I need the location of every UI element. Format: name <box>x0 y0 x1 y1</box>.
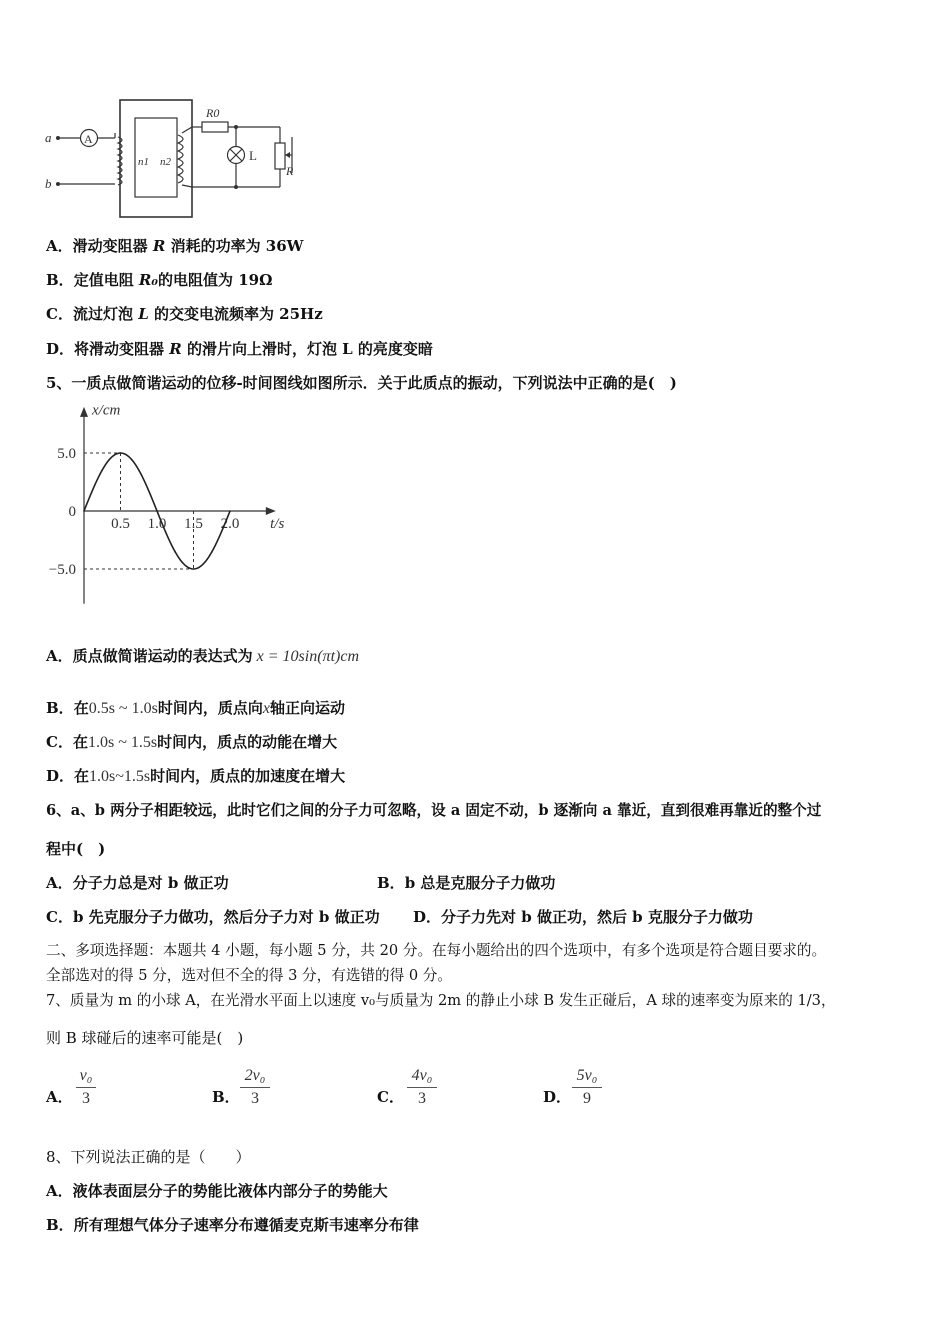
data-point <box>101 469 103 471</box>
data-point <box>120 452 122 454</box>
shm-displacement-chart <box>40 398 310 613</box>
x-tick-label: 0.5 <box>111 516 130 532</box>
x-axis-arrow <box>266 507 276 515</box>
q8-option-b[interactable]: B．所有理想气体分子速率分布遵循麦克斯韦速率分布律 <box>46 1216 419 1234</box>
secondary-turns-label: n2 <box>160 156 171 168</box>
q5-option-b[interactable]: B．在0.5s ~ 1.0s时间内，质点向x轴正向运动 <box>46 699 345 717</box>
q7-option-a-letter[interactable]: A． <box>46 1088 73 1106</box>
q7-option-c-letter[interactable]: C． <box>377 1088 404 1106</box>
q5-option-c[interactable]: C．在1.0s ~ 1.5s时间内，质点的动能在增大 <box>46 733 338 751</box>
y-axis-label: x/cm <box>92 402 121 419</box>
x-tick-label: 2.0 <box>220 516 240 532</box>
data-point <box>211 551 213 553</box>
q4-option-d[interactable]: D．将滑动变阻器 R 的滑片向上滑时，灯泡 L 的亮度变暗 <box>46 340 433 358</box>
q7-stem-line2: 则 B 球碰后的速率可能是( ) <box>46 1029 244 1047</box>
data-point <box>174 551 176 553</box>
data-point <box>193 568 195 570</box>
data-point <box>138 469 140 471</box>
q6-option-a[interactable]: A．分子力总是对 b 做正功 <box>46 874 229 892</box>
transformer-circuit-diagram <box>40 95 310 220</box>
q7-option-d-letter[interactable]: D． <box>543 1088 572 1106</box>
q7-option-d-fraction: 5v₀ 9 <box>572 1066 602 1109</box>
x-tick-label: 1.5 <box>184 516 203 532</box>
q7-option-a-fraction: v₀ 3 <box>76 1066 96 1109</box>
ammeter-label: A <box>84 132 93 146</box>
x-tick-label: 1.0 <box>147 516 167 532</box>
r0-label: R0 <box>206 106 220 120</box>
data-point <box>156 510 158 512</box>
y-tick-label: 5.0 <box>57 446 76 462</box>
q8-stem: 8、下列说法正确的是（ ） <box>46 1148 251 1166</box>
q6-option-c[interactable]: C．b 先克服分子力做功，然后分子力对 b 做正功 <box>46 908 380 926</box>
y-tick-label: −5.0 <box>48 562 76 578</box>
q7-option-b-letter[interactable]: B． <box>212 1088 240 1106</box>
terminal-a-label: a <box>45 130 52 145</box>
q8-option-a[interactable]: A．液体表面层分子的势能比液体内部分子的势能大 <box>46 1182 388 1200</box>
section2-line1: 二、多项选择题：本题共 4 小题，每小题 5 分，共 20 分。在每小题给出的四个选项中，有多个选项是符合题目要求的。 <box>46 942 827 959</box>
q6-option-b[interactable]: B．b 总是克服分子力做功 <box>377 874 556 892</box>
q7-stem-line1: 7、质量为 m 的小球 A，在光滑水平面上以速度 v₀与质量为 2m 的静止小球 B 发生正碰后，A 球的速率变为原来的 1/3， <box>46 992 836 1009</box>
rheostat-label: R <box>286 164 294 178</box>
terminal-b-label: b <box>45 176 52 191</box>
y-tick-label: 0 <box>68 504 76 520</box>
q4-option-a[interactable]: A．滑动变阻器 R 消耗的功率为 36W <box>46 237 304 255</box>
q4-option-b[interactable]: B．定值电阻 R₀的电阻值为 19Ω <box>46 271 273 289</box>
data-point <box>229 510 231 512</box>
q5-option-a[interactable]: A．质点做简谐运动的表达式为 x = 10sin(πt)cm <box>46 647 359 665</box>
q7-option-b-fraction: 2v₀ 3 <box>240 1066 270 1109</box>
q5-option-d[interactable]: D．在1.0s~1.5s时间内，质点的加速度在增大 <box>46 767 346 785</box>
q4-option-c[interactable]: C．流过灯泡 L 的交变电流频率为 25Hz <box>46 305 323 323</box>
q6-option-d[interactable]: D．分子力先对 b 做正功，然后 b 克服分子力做功 <box>413 908 753 926</box>
data-point <box>83 510 85 512</box>
x-axis-label: t/s <box>270 516 285 532</box>
section2-line2: 全部选对的得 5 分，选对但不全的得 3 分，有选错的得 0 分。 <box>46 967 452 984</box>
q7-option-c-fraction: 4v₀ 3 <box>407 1066 437 1109</box>
primary-turns-label: n1 <box>138 156 149 168</box>
q6-stem-line2: 程中( ) <box>46 840 106 858</box>
q6-stem-line1: 6、a、b 两分子相距较远，此时它们之间的分子力可忽略，设 a 固定不动，b 逐渐向 a 靠近，直到很难再靠近的整个过 <box>46 802 822 819</box>
lamp-label: L <box>249 148 257 163</box>
q5-stem: 5、一质点做简谐运动的位移-时间图线如图所示．关于此质点的振动，下列说法中正确的是( ) <box>46 374 677 392</box>
y-axis-arrow <box>80 407 88 417</box>
